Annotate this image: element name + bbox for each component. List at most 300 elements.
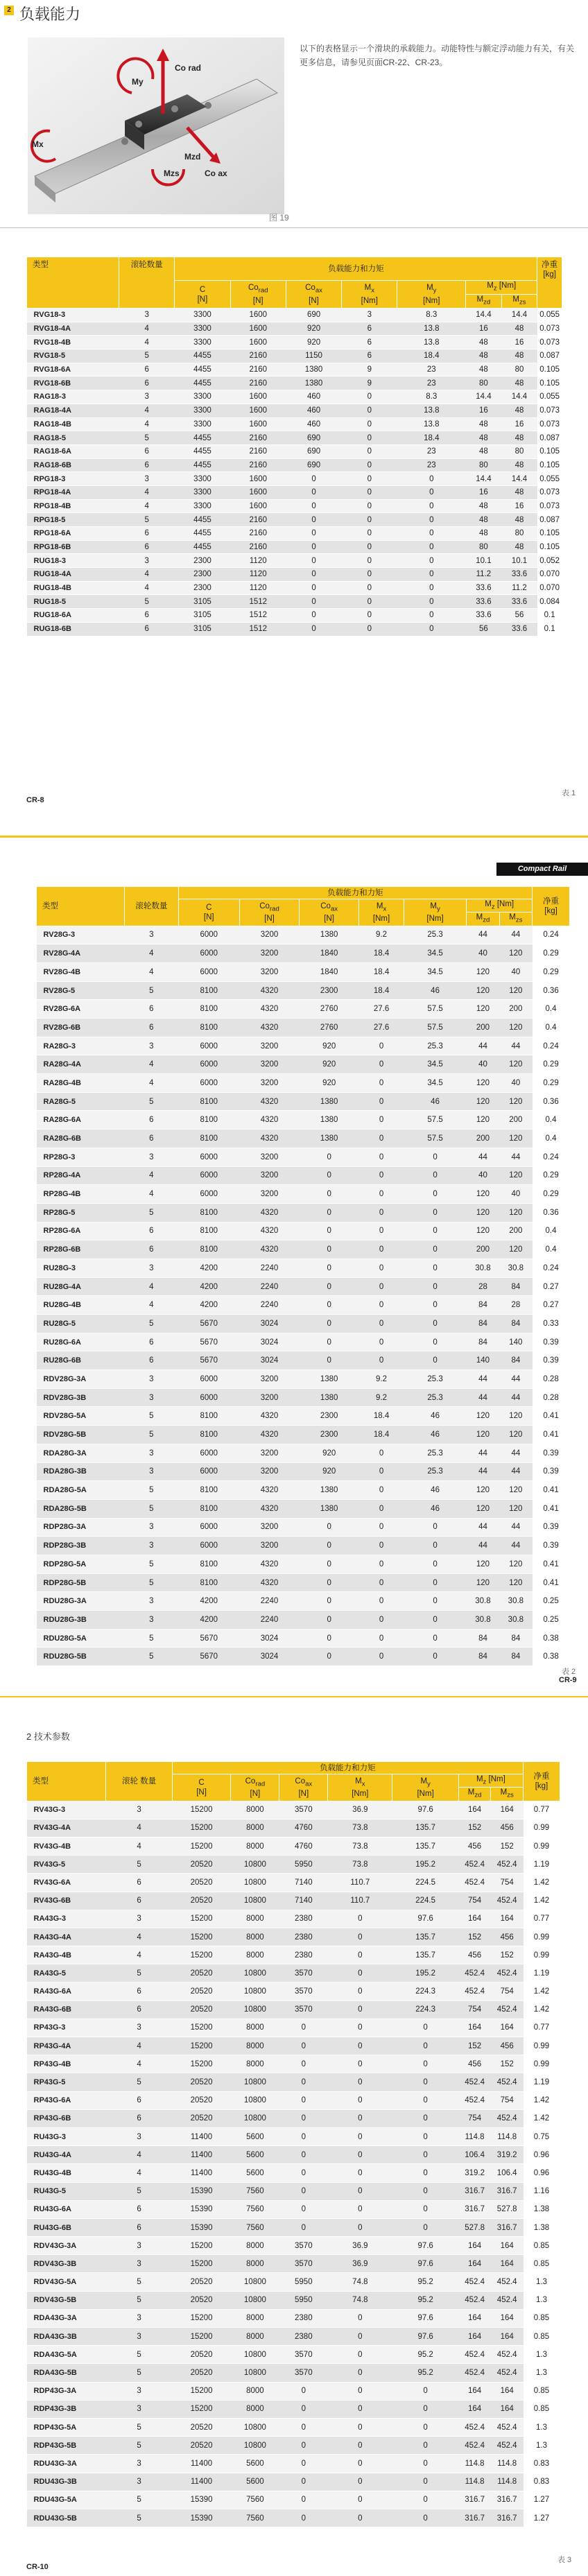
table-row xyxy=(37,1407,570,1426)
value-cell: 0 xyxy=(279,2109,328,2127)
value-cell: 120 xyxy=(499,1019,532,1037)
value-cell: 0.052 xyxy=(537,554,562,568)
value-cell: 0 xyxy=(279,2491,328,2509)
value-cell: 5 xyxy=(125,1315,179,1333)
value-cell: 120 xyxy=(467,1499,499,1518)
table-row xyxy=(37,1481,570,1500)
value-cell: 3 xyxy=(125,1592,179,1611)
value-cell: 97.6 xyxy=(392,2328,458,2346)
value-cell: 1840 xyxy=(300,962,359,981)
value-cell: 164 xyxy=(491,1910,524,1928)
value-cell: 452.4 xyxy=(491,2273,524,2291)
table-row xyxy=(27,2509,560,2527)
value-cell: 2300 xyxy=(300,1407,359,1426)
table-row xyxy=(37,1555,570,1573)
value-cell: 0 xyxy=(279,2073,328,2091)
value-cell: 0 xyxy=(300,1555,359,1573)
value-cell: 0.85 xyxy=(524,2309,560,2327)
value-cell: 0 xyxy=(286,527,341,541)
value-cell: 120 xyxy=(467,1092,499,1111)
value-cell: 0.073 xyxy=(537,485,562,499)
value-cell: 2380 xyxy=(279,1946,328,1964)
value-cell: 0 xyxy=(404,1203,466,1222)
value-cell: 0.055 xyxy=(537,390,562,404)
value-cell: 1380 xyxy=(286,363,341,377)
value-cell: 8100 xyxy=(178,1241,239,1259)
type-cell: RDV28G-5B xyxy=(37,1426,125,1444)
table-row xyxy=(27,581,562,595)
value-cell: 14.4 xyxy=(466,472,502,486)
value-cell: 2160 xyxy=(230,527,286,541)
type-cell: RVG18-6B xyxy=(27,377,119,390)
value-cell: 0.85 xyxy=(524,2400,560,2418)
col-weight: 净重 [kg] xyxy=(533,887,570,926)
value-cell: 44 xyxy=(467,1370,499,1389)
value-cell: 4 xyxy=(106,2055,172,2073)
page-code-cr9: CR-9 xyxy=(559,1676,577,1684)
value-cell: 84 xyxy=(499,1648,532,1666)
value-cell: 0 xyxy=(328,2328,392,2346)
section-2-title: 2 技术参数 xyxy=(26,1731,70,1742)
value-cell: 920 xyxy=(286,322,341,336)
value-cell: 0.39 xyxy=(533,1462,570,1481)
value-cell: 8000 xyxy=(231,2328,279,2346)
value-cell: 0 xyxy=(328,1982,392,2000)
value-cell: 6000 xyxy=(178,1185,239,1204)
value-cell: 6000 xyxy=(178,926,239,944)
value-cell: 0 xyxy=(342,554,397,568)
value-cell: 57.5 xyxy=(404,1111,466,1130)
value-cell: 5670 xyxy=(178,1315,239,1333)
value-cell: 6 xyxy=(106,2200,172,2218)
value-cell: 44 xyxy=(499,926,532,944)
value-cell: 6 xyxy=(342,349,397,363)
value-cell: 0 xyxy=(342,444,397,458)
load-table-1 xyxy=(26,257,562,637)
value-cell: 15200 xyxy=(172,2019,231,2037)
value-cell: 3570 xyxy=(279,2346,328,2364)
value-cell: 4320 xyxy=(239,1092,299,1111)
value-cell: 0 xyxy=(397,568,466,582)
type-cell: RUG18-6A xyxy=(27,609,119,623)
value-cell: 10.1 xyxy=(466,554,502,568)
value-cell: 0 xyxy=(404,1555,466,1573)
type-cell: RAG18-4A xyxy=(27,404,119,417)
value-cell: 5 xyxy=(119,595,175,609)
value-cell: 8100 xyxy=(178,1407,239,1426)
type-cell: RV43G-3 xyxy=(27,1801,106,1819)
value-cell: 164 xyxy=(458,2328,491,2346)
value-cell: 0 xyxy=(404,1629,466,1648)
value-cell: 0 xyxy=(359,1055,404,1074)
table-row xyxy=(27,568,562,582)
value-cell: 0 xyxy=(300,1241,359,1259)
value-cell: 1600 xyxy=(230,404,286,417)
table-row xyxy=(37,1296,570,1315)
type-cell: RPG18-4B xyxy=(27,499,119,513)
value-cell: 5 xyxy=(119,349,175,363)
value-cell: 10800 xyxy=(231,1892,279,1910)
value-cell: 140 xyxy=(467,1351,499,1370)
value-cell: 9 xyxy=(342,377,397,390)
table-row xyxy=(27,554,562,568)
value-cell: 4 xyxy=(119,336,175,349)
value-cell: 0 xyxy=(300,1277,359,1296)
value-cell: 0 xyxy=(359,1573,404,1592)
value-cell: 97.6 xyxy=(392,1801,458,1819)
value-cell: 0 xyxy=(328,2455,392,2473)
value-cell: 3200 xyxy=(239,1074,299,1093)
value-cell: 164 xyxy=(458,1801,491,1819)
table-row xyxy=(37,1315,570,1333)
value-cell: 80 xyxy=(501,527,537,541)
value-cell: 120 xyxy=(499,1481,532,1500)
type-cell: RAG18-3 xyxy=(27,390,119,404)
table-row xyxy=(27,2127,560,2145)
type-cell: RDV28G-5A xyxy=(37,1407,125,1426)
value-cell: 316.7 xyxy=(491,2509,524,2527)
value-cell: 0 xyxy=(404,1611,466,1630)
value-cell: 46 xyxy=(404,1481,466,1500)
value-cell: 120 xyxy=(467,1573,499,1592)
value-cell: 10800 xyxy=(231,1982,279,2000)
type-cell: RPG18-3 xyxy=(27,472,119,486)
value-cell: 2760 xyxy=(300,1019,359,1037)
value-cell: 30.8 xyxy=(467,1592,499,1611)
value-cell: 5 xyxy=(106,2364,172,2382)
value-cell: 527.8 xyxy=(458,2218,491,2236)
co-rad-label: Co rad xyxy=(175,63,202,73)
value-cell: 6 xyxy=(106,2109,172,2127)
type-cell: RU28G-5 xyxy=(37,1315,125,1333)
value-cell: 106.4 xyxy=(458,2146,491,2164)
col-c: C [N] xyxy=(175,281,230,309)
value-cell: 0 xyxy=(392,2218,458,2236)
value-cell: 0.41 xyxy=(533,1426,570,1444)
value-cell: 1380 xyxy=(300,1092,359,1111)
value-cell: 4 xyxy=(125,1296,179,1315)
section-badge: 2 xyxy=(4,6,14,15)
table-row xyxy=(27,2382,560,2400)
value-cell: 48 xyxy=(501,458,537,472)
value-cell: 73.8 xyxy=(328,1819,392,1837)
value-cell: 456 xyxy=(458,1837,491,1855)
value-cell: 3300 xyxy=(175,309,230,322)
value-cell: 3300 xyxy=(175,485,230,499)
value-cell: 3 xyxy=(119,472,175,486)
value-cell: 0 xyxy=(286,568,341,582)
value-cell: 4 xyxy=(119,485,175,499)
value-cell: 5950 xyxy=(279,1856,328,1874)
table-row xyxy=(37,1074,570,1093)
table-row xyxy=(27,377,562,390)
value-cell: 5600 xyxy=(231,2473,279,2491)
value-cell: 4320 xyxy=(239,1203,299,1222)
value-cell: 0 xyxy=(397,581,466,595)
value-cell: 4320 xyxy=(239,1573,299,1592)
value-cell: 456 xyxy=(458,2055,491,2073)
mx-label: Mx xyxy=(32,139,44,149)
value-cell: 0 xyxy=(328,2400,392,2418)
value-cell: 0 xyxy=(359,1499,404,1518)
value-cell: 920 xyxy=(286,336,341,349)
value-cell: 1.27 xyxy=(524,2509,560,2527)
value-cell: 319.2 xyxy=(491,2146,524,2164)
col-weight: 净重 [kg] xyxy=(524,1762,560,1801)
value-cell: 135.7 xyxy=(392,1837,458,1855)
value-cell: 0.36 xyxy=(533,981,570,1000)
value-cell: 0 xyxy=(300,1629,359,1648)
value-cell: 4 xyxy=(125,1074,179,1093)
value-cell: 0 xyxy=(328,2218,392,2236)
value-cell: 1.42 xyxy=(524,1874,560,1892)
value-cell: 452.4 xyxy=(491,2109,524,2127)
value-cell: 3 xyxy=(106,2400,172,2418)
type-cell: RPG18-5 xyxy=(27,513,119,527)
value-cell: 3200 xyxy=(239,1444,299,1462)
value-cell: 44 xyxy=(467,926,499,944)
value-cell: 18.4 xyxy=(359,981,404,1000)
value-cell: 4 xyxy=(106,2146,172,2164)
table-row xyxy=(27,1910,560,1928)
type-cell: RDA28G-3A xyxy=(37,1444,125,1462)
value-cell: 920 xyxy=(300,1444,359,1462)
value-cell: 120 xyxy=(499,1203,532,1222)
value-cell: 6 xyxy=(119,363,175,377)
value-cell: 316.7 xyxy=(491,2218,524,2236)
value-cell: 8100 xyxy=(178,1203,239,1222)
value-cell: 0 xyxy=(328,1964,392,1982)
value-cell: 84 xyxy=(467,1629,499,1648)
value-cell: 4200 xyxy=(178,1611,239,1630)
value-cell: 3024 xyxy=(239,1333,299,1351)
value-cell: 0.39 xyxy=(533,1444,570,1462)
value-cell: 0 xyxy=(342,581,397,595)
value-cell: 8000 xyxy=(231,1946,279,1964)
value-cell: 44 xyxy=(499,1370,532,1389)
value-cell: 13.8 xyxy=(397,322,466,336)
value-cell: 452.4 xyxy=(491,2418,524,2436)
col-weight: 净重 [kg] xyxy=(537,257,562,309)
value-cell: 1.3 xyxy=(524,2418,560,2436)
value-cell: 0.105 xyxy=(537,377,562,390)
value-cell: 0 xyxy=(397,609,466,623)
value-cell: 152 xyxy=(458,2037,491,2055)
value-cell: 3 xyxy=(106,2237,172,2255)
table-row xyxy=(37,1629,570,1648)
value-cell: 4 xyxy=(119,581,175,595)
value-cell: 3570 xyxy=(279,2364,328,2382)
value-cell: 5670 xyxy=(178,1629,239,1648)
table-row xyxy=(27,1982,560,2000)
value-cell: 0.39 xyxy=(533,1518,570,1537)
table-row xyxy=(27,2146,560,2164)
table-row xyxy=(27,2200,560,2218)
value-cell: 25.3 xyxy=(404,1388,466,1407)
value-cell: 10800 xyxy=(231,2073,279,2091)
value-cell: 2300 xyxy=(175,568,230,582)
value-cell: 120 xyxy=(499,1573,532,1592)
value-cell: 195.2 xyxy=(392,1856,458,1874)
type-cell: RV43G-6A xyxy=(27,1874,106,1892)
value-cell: 4320 xyxy=(239,1407,299,1426)
value-cell: 20520 xyxy=(172,2346,231,2364)
value-cell: 3570 xyxy=(279,1982,328,2000)
value-cell: 40 xyxy=(467,1055,499,1074)
value-cell: 8100 xyxy=(178,1000,239,1019)
type-cell: RAG18-6A xyxy=(27,444,119,458)
value-cell: 6000 xyxy=(178,1444,239,1462)
value-cell: 1.3 xyxy=(524,2364,560,2382)
value-cell: 5 xyxy=(125,1426,179,1444)
load-table-3 xyxy=(26,1761,560,2527)
value-cell: 5 xyxy=(125,1555,179,1573)
col-rollers: 滚轮数量 xyxy=(119,257,175,309)
value-cell: 3200 xyxy=(239,1148,299,1166)
value-cell: 0 xyxy=(328,2037,392,2055)
value-cell: 1380 xyxy=(300,1388,359,1407)
value-cell: 5 xyxy=(106,1964,172,1982)
value-cell: 28 xyxy=(499,1296,532,1315)
value-cell: 452.4 xyxy=(491,2364,524,2382)
type-cell: RU43G-4B xyxy=(27,2164,106,2182)
col-mx: $M_x$ [Nm] xyxy=(328,1774,392,1801)
table-row xyxy=(37,1370,570,1389)
type-cell: RP28G-5 xyxy=(37,1203,125,1222)
table-row xyxy=(27,2073,560,2091)
table-row xyxy=(37,1203,570,1222)
col-mzs: $M_{zs}$ xyxy=(501,295,537,309)
table-row xyxy=(37,1185,570,1204)
table-row xyxy=(37,1462,570,1481)
value-cell: 120 xyxy=(499,1555,532,1573)
value-cell: 0 xyxy=(328,2055,392,2073)
table-row xyxy=(27,309,562,322)
value-cell: 4 xyxy=(125,1166,179,1185)
table-row xyxy=(37,1611,570,1630)
value-cell: 1380 xyxy=(300,926,359,944)
table-row xyxy=(37,962,570,981)
value-cell: 0.38 xyxy=(533,1629,570,1648)
value-cell: 0 xyxy=(392,2037,458,2055)
value-cell: 1.3 xyxy=(524,2273,560,2291)
value-cell: 0 xyxy=(328,2200,392,2218)
value-cell: 0.25 xyxy=(533,1592,570,1611)
value-cell: 1.3 xyxy=(524,2346,560,2364)
type-cell: RU28G-3 xyxy=(37,1259,125,1277)
value-cell: 30.8 xyxy=(499,1611,532,1630)
value-cell: 164 xyxy=(458,1910,491,1928)
col-mx: $M_x$ [Nm] xyxy=(359,899,404,926)
value-cell: 13.8 xyxy=(397,417,466,431)
value-cell: 7140 xyxy=(279,1874,328,1892)
divider xyxy=(0,227,588,228)
table-row xyxy=(37,1518,570,1537)
col-rollers: 滚轮 数量 xyxy=(106,1762,172,1801)
value-cell: 1380 xyxy=(286,377,341,390)
value-cell: 11400 xyxy=(172,2164,231,2182)
value-cell: 16 xyxy=(466,485,502,499)
value-cell: 0 xyxy=(300,1333,359,1351)
value-cell: 0.070 xyxy=(537,568,562,582)
value-cell: 0.85 xyxy=(524,2255,560,2273)
table-row xyxy=(27,2400,560,2418)
value-cell: 0 xyxy=(328,2382,392,2400)
value-cell: 0.41 xyxy=(533,1481,570,1500)
value-cell: 44 xyxy=(467,1388,499,1407)
value-cell: 4200 xyxy=(178,1259,239,1277)
value-cell: 10800 xyxy=(231,1856,279,1874)
value-cell: 120 xyxy=(499,1407,532,1426)
value-cell: 754 xyxy=(458,1892,491,1910)
type-cell: RPG18-6A xyxy=(27,527,119,541)
col-mzd: $M_{zd}$ xyxy=(458,1788,491,1801)
value-cell: 11.2 xyxy=(501,581,537,595)
value-cell: 0 xyxy=(328,2164,392,2182)
value-cell: 152 xyxy=(491,1946,524,1964)
value-cell: 0 xyxy=(397,485,466,499)
type-cell: RDP43G-5B xyxy=(27,2437,106,2455)
value-cell: 15200 xyxy=(172,2255,231,2273)
value-cell: 0 xyxy=(342,472,397,486)
value-cell: 6 xyxy=(106,1874,172,1892)
value-cell: 25.3 xyxy=(404,1444,466,1462)
table-row xyxy=(37,1037,570,1055)
value-cell: 2300 xyxy=(300,981,359,1000)
value-cell: 0 xyxy=(328,2309,392,2327)
col-co-ax: $Co_{ax}$ [N] xyxy=(300,899,359,926)
value-cell: 0.1 xyxy=(537,609,562,623)
value-cell: 0 xyxy=(404,1185,466,1204)
value-cell: 452.4 xyxy=(458,2273,491,2291)
value-cell: 0.27 xyxy=(533,1277,570,1296)
value-cell: 10800 xyxy=(231,2418,279,2436)
value-cell: 0 xyxy=(397,540,466,554)
value-cell: 920 xyxy=(300,1074,359,1093)
value-cell: 27.6 xyxy=(359,1000,404,1019)
value-cell: 0 xyxy=(404,1277,466,1296)
value-cell: 44 xyxy=(499,1518,532,1537)
value-cell: 14.4 xyxy=(501,309,537,322)
value-cell: 456 xyxy=(491,1928,524,1946)
type-cell: RDU43G-3A xyxy=(27,2455,106,2473)
col-mz: $M_z$ [Nm] xyxy=(467,899,533,913)
value-cell: 4455 xyxy=(175,540,230,554)
value-cell: 920 xyxy=(300,1462,359,1481)
value-cell: 1.38 xyxy=(524,2218,560,2236)
table-row xyxy=(37,1148,570,1166)
value-cell: 0.25 xyxy=(533,1611,570,1630)
value-cell: 754 xyxy=(458,2109,491,2127)
value-cell: 1512 xyxy=(230,622,286,636)
value-cell: 3024 xyxy=(239,1315,299,1333)
type-cell: RDU43G-5A xyxy=(27,2491,106,2509)
value-cell: 6 xyxy=(119,609,175,623)
table-row xyxy=(27,485,562,499)
type-cell: RA43G-6B xyxy=(27,2000,106,2019)
value-cell: 0 xyxy=(279,2055,328,2073)
value-cell: 5670 xyxy=(178,1333,239,1351)
value-cell: 4455 xyxy=(175,431,230,445)
value-cell: 7560 xyxy=(231,2491,279,2509)
value-cell: 0.33 xyxy=(533,1315,570,1333)
value-cell: 0 xyxy=(359,1611,404,1630)
value-cell: 3 xyxy=(125,1037,179,1055)
value-cell: 23 xyxy=(397,444,466,458)
value-cell: 0 xyxy=(286,472,341,486)
value-cell: 0 xyxy=(392,2437,458,2455)
value-cell: 0 xyxy=(359,1074,404,1093)
